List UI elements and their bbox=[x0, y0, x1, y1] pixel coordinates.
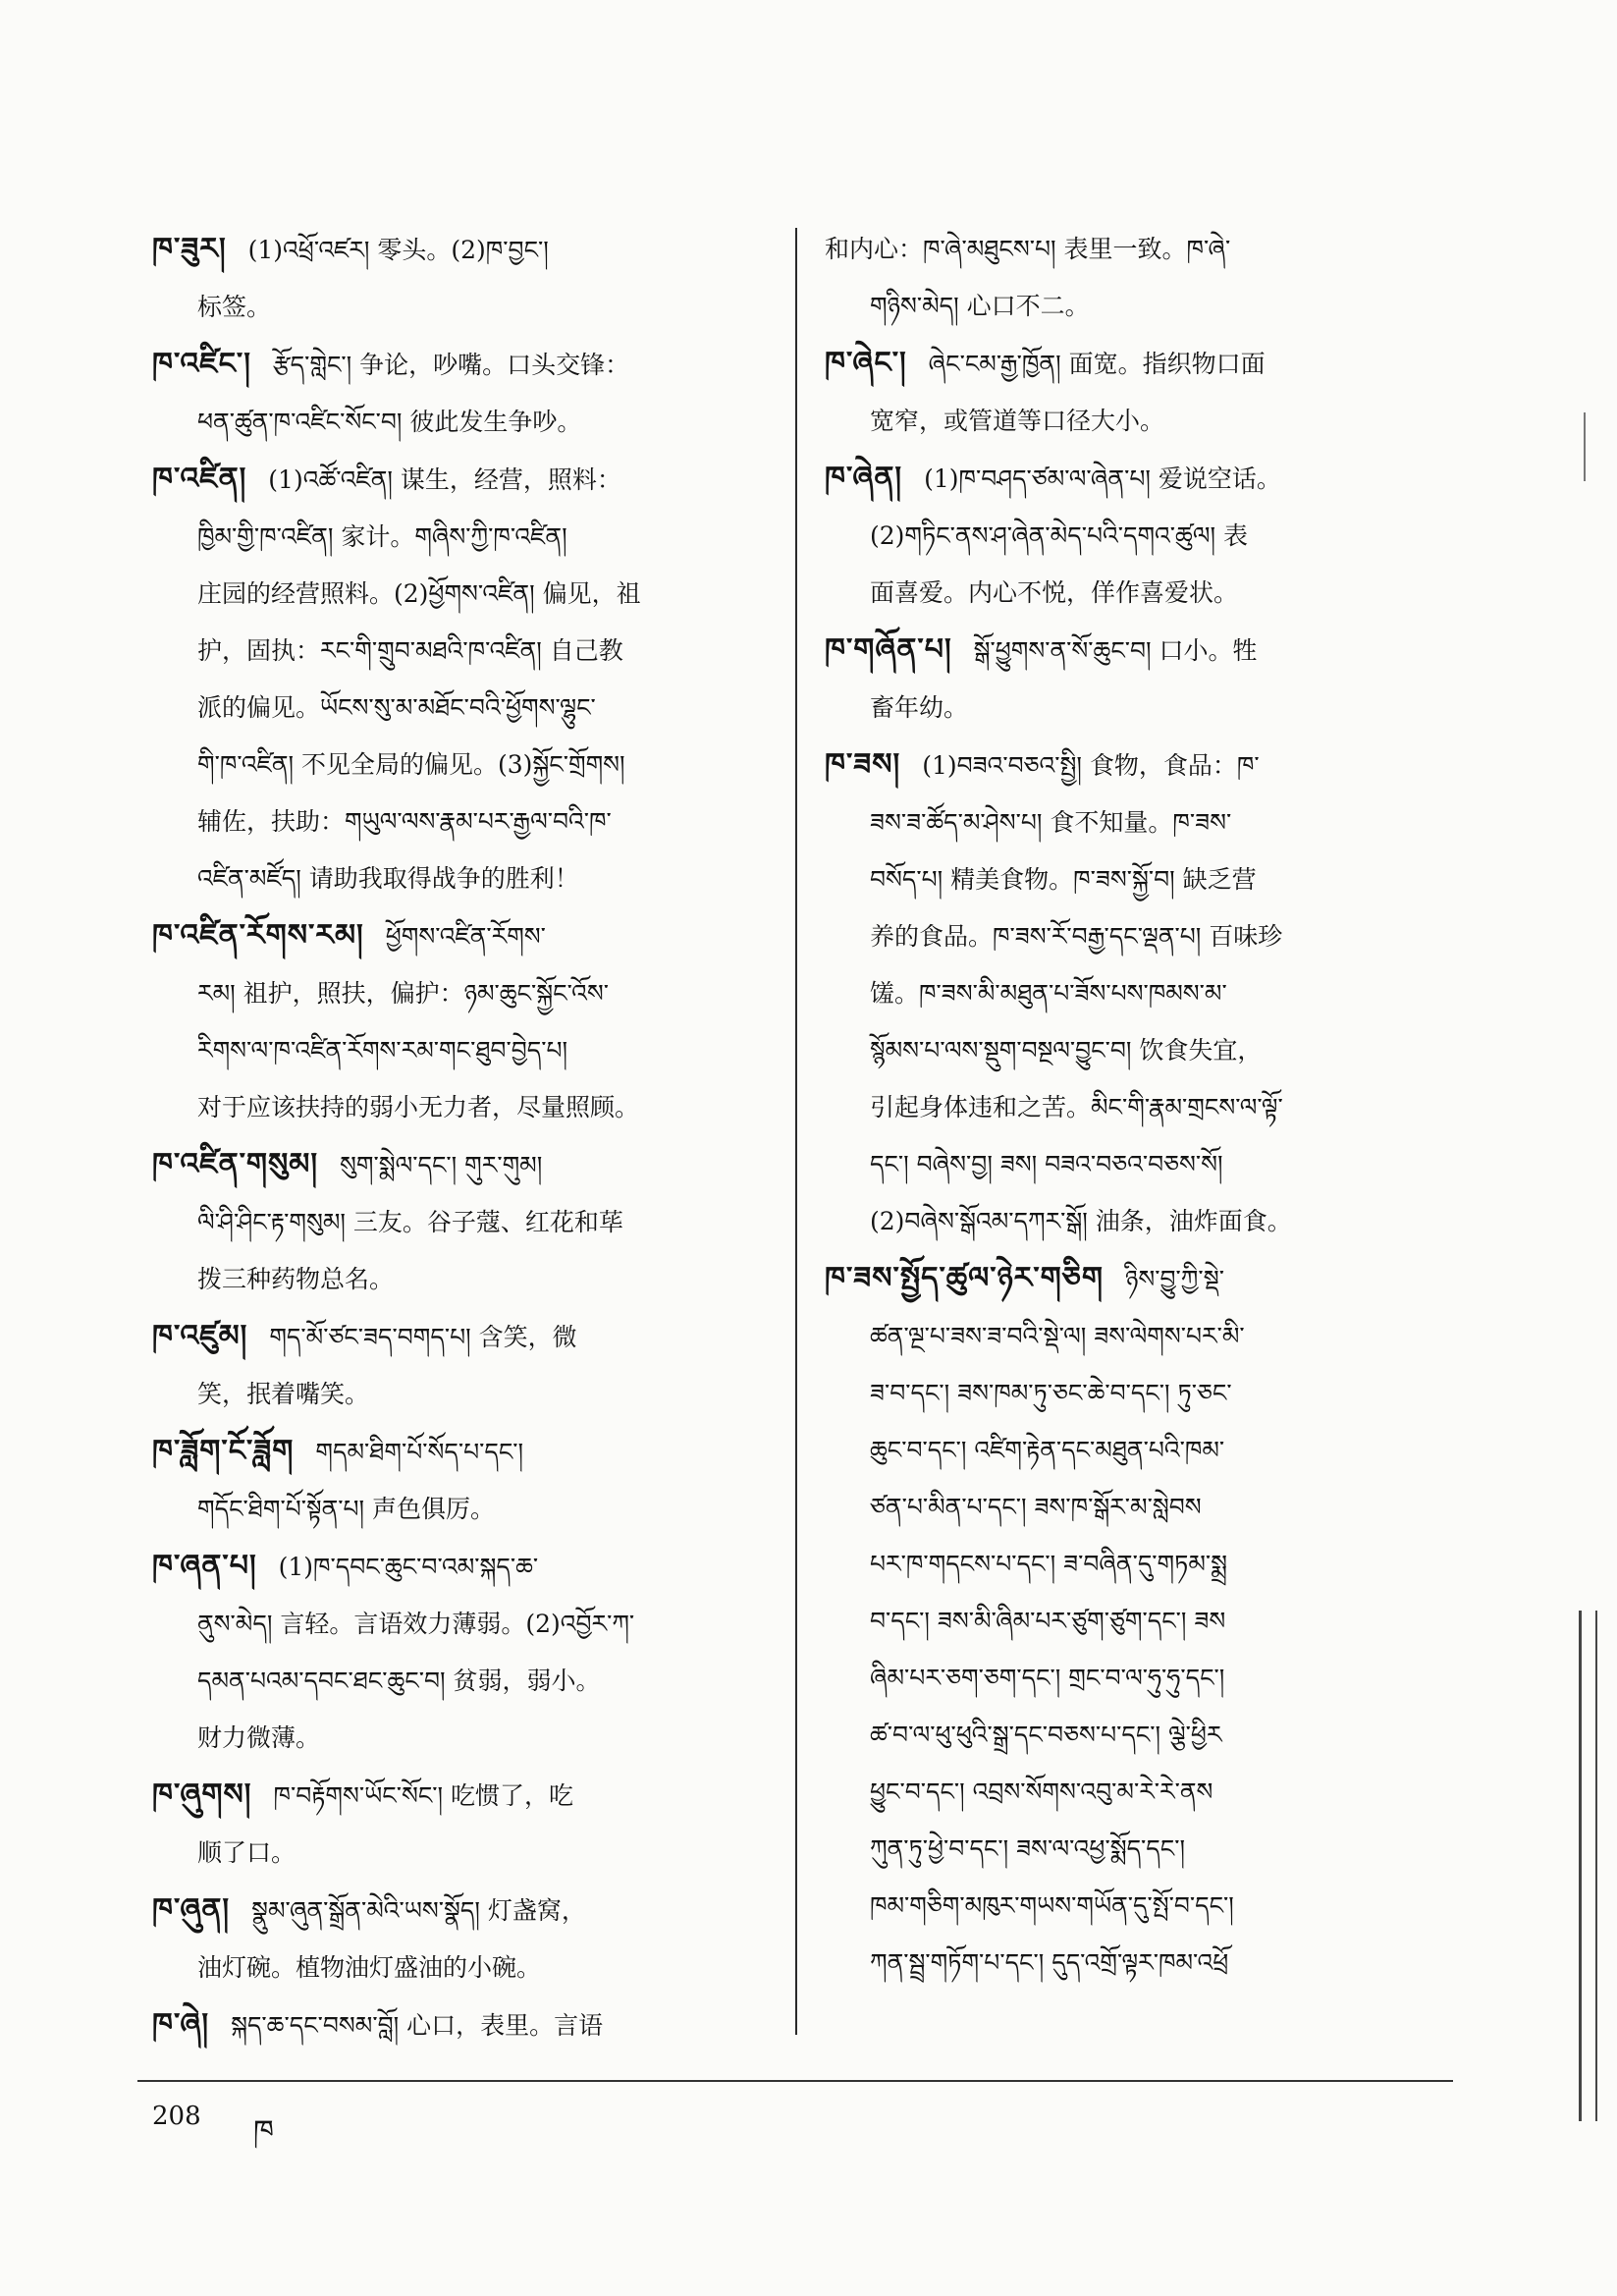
left-column bbox=[152, 221, 781, 2054]
entry-definition-text: ཟས་ཟ་ཚོད་མ་ཤེས་པ། 食不知量。ཁ་ཟས་ bbox=[870, 808, 1232, 837]
entry-continuation-line bbox=[825, 1821, 1473, 1878]
entry-definition-text: སྣུམ་ཞུན་སྒྲོན་མེའི་ཡས་སྣོད། 灯盏窝， bbox=[251, 1896, 586, 1925]
entry-definition-text: ཞེང་ངམ་རྒྱ་ཁྱོན། 面宽。指织物口面 bbox=[928, 350, 1266, 378]
dictionary-entry bbox=[825, 221, 1473, 335]
entry-definition-text: 面喜爱。内心不悦，佯作喜爱状。 bbox=[870, 578, 1239, 607]
entry-continuation-line bbox=[825, 278, 1473, 335]
entry-definition-text: ཁྱིམ་གྱི་ཁ་འཛིན། 家计。གཞིས་ཀྱི་ཁ་འཛིན། bbox=[197, 522, 567, 551]
entry-definition-text: 庄园的经营照料。(2)ཕྱོགས་འཛིན། 偏见，祖 bbox=[197, 579, 641, 608]
entry-continuation-line bbox=[825, 794, 1473, 851]
entry-continuation-line bbox=[152, 1194, 781, 1251]
entry-definition-text: ནུས་མེད། 言轻。言语效力薄弱。(2)འབྱོར་ཀ་ bbox=[197, 1610, 635, 1638]
dictionary-entry bbox=[152, 1538, 781, 1767]
entry-definition-text: འཛིན་མཛོད། 请助我取得战争的胜利！ bbox=[197, 864, 579, 893]
entry-continuation-line bbox=[825, 393, 1473, 450]
entry-definition-text: 辅佐，扶助：གཡུལ་ལས་རྣམ་པར་རྒྱལ་བའི་ཁ་ bbox=[197, 807, 612, 836]
entry-definition-text: སྙོམས་པ་ལས་སྡུག་བསྔལ་བྱུང་བ། 饮食失宜， bbox=[870, 1036, 1263, 1065]
entry-headword: ཁ་འཛིན། bbox=[152, 462, 247, 496]
dictionary-entry bbox=[825, 737, 1473, 1250]
entry-continuation-line bbox=[825, 1707, 1473, 1764]
entry-headword: ཁ་ཞེན། bbox=[825, 461, 903, 495]
entry-definition-text: དམན་པའམ་དབང་ཐང་ཆུང་བ། 贫弱，弱小。 bbox=[197, 1667, 601, 1695]
entry-continuation-line bbox=[152, 1481, 781, 1538]
entry-definition-text: 畜年幼。 bbox=[870, 693, 969, 722]
entry-definition-text: ཕྱོགས་འཛིན་རོགས་ bbox=[385, 922, 546, 951]
entry-definition-text: (1)འཚོ་འཛིན། 谋生，经营，照料： bbox=[268, 465, 621, 494]
entry-first-line bbox=[825, 622, 1473, 680]
thumb-index-mark bbox=[1579, 1611, 1597, 2121]
entry-definition-text: 护，固执：རང་གི་གྲུབ་མཐའི་ཁ་འཛིན། 自己教 bbox=[197, 636, 623, 665]
entry-definition-text: བསོད་པ། 精美食物。ཁ་ཟས་སྐྱོ་བ། 缺乏营 bbox=[870, 865, 1257, 894]
entry-continuation-line bbox=[152, 965, 781, 1022]
entry-definition-text: ཚན་ལྔ་པ་ཟས་ཟ་བའི་སྡེ་ལ། ཟས་ལེགས་པར་མི་ bbox=[870, 1322, 1245, 1350]
entry-definition-text: ཞིམ་པར་ཅག་ཅག་དང་། གྲང་བ་ལ་ཧུ་ཧུ་དང་། bbox=[870, 1664, 1225, 1692]
entry-headword: ཁ་ཞེ། bbox=[152, 2007, 210, 2042]
entry-definition-text: རྩོད་གླེང་། 争论，吵嘴。口头交锋： bbox=[272, 351, 630, 379]
entry-continuation-line bbox=[825, 1422, 1473, 1479]
entry-definition-text: 财力微薄。 bbox=[197, 1723, 321, 1752]
entry-continuation-line bbox=[825, 1479, 1473, 1536]
column-divider bbox=[795, 228, 797, 2035]
dictionary-entry bbox=[152, 907, 781, 1136]
entry-headword: ཁ་ཞན་པ། bbox=[152, 1549, 257, 1583]
entry-continuation-line bbox=[152, 1079, 781, 1136]
entry-first-line bbox=[825, 450, 1473, 508]
entry-definition-text: 派的偏见。ཡོངས་སུ་མ་མཐོང་བའི་ཕྱོགས་ལྷུང་ bbox=[197, 693, 596, 722]
entry-headword: ཁ་འཛུམ། bbox=[152, 1319, 248, 1353]
right-column bbox=[825, 221, 1473, 1992]
entry-definition-text: ཙན་པ་མིན་པ་དང་། ཟས་ཁ་སྒོར་མ་སླེབས bbox=[870, 1493, 1202, 1521]
entry-definition-text: རམ། 祖护，照扶，偏护：ཉམ་ཆུང་སྐྱོང་འོས་ bbox=[197, 979, 609, 1008]
entry-continuation-line bbox=[152, 1710, 781, 1767]
entry-definition-text: དང་། བཞེས་བྱ། ཟས། བཟའ་བཅའ་བཅས་སོ། bbox=[870, 1150, 1223, 1178]
entry-headword: ཁ་འཛིན་རོགས་རམ། bbox=[152, 918, 364, 953]
entry-first-line bbox=[152, 1423, 781, 1481]
entry-first-line bbox=[825, 221, 1473, 278]
entry-definition-text: 养的食品。ཁ་ཟས་རོ་བརྒྱ་དང་ལྡན་པ། 百味珍 bbox=[870, 922, 1283, 951]
entry-headword: ཁ་ཟུར། bbox=[152, 232, 227, 266]
entry-continuation-line bbox=[825, 851, 1473, 908]
entry-headword: ཁ་གཞོན་པ། bbox=[825, 632, 952, 667]
entry-continuation-line bbox=[825, 565, 1473, 622]
entry-continuation-line bbox=[152, 394, 781, 451]
entry-definition-text: 对于应该扶持的弱小无力者，尽量照顾。 bbox=[197, 1093, 640, 1121]
entry-headword: ཁ་ཞེང་། bbox=[825, 346, 907, 380]
entry-continuation-line bbox=[825, 1935, 1473, 1992]
entry-definition-text: (2)གཏིང་ནས་ཤ་ཞེན་མེད་པའི་དགའ་ཚུལ། 表 bbox=[870, 521, 1248, 550]
entry-continuation-line bbox=[152, 793, 781, 850]
entry-definition-text: 顺了口。 bbox=[197, 1838, 296, 1867]
entry-first-line bbox=[152, 451, 781, 509]
entry-continuation-line bbox=[825, 1365, 1473, 1422]
footer-rule bbox=[137, 2080, 1453, 2082]
entry-continuation-line bbox=[152, 850, 781, 907]
entry-definition-text: སྒོ་ཕྱུགས་ན་སོ་ཆུང་བ། 口小。牲 bbox=[973, 636, 1258, 665]
entry-first-line bbox=[152, 1308, 781, 1366]
entry-continuation-line bbox=[152, 1251, 781, 1308]
dictionary-entry bbox=[152, 336, 781, 451]
dictionary-entry bbox=[152, 451, 781, 907]
entry-definition-text: 笑，抿着嘴笑。 bbox=[197, 1380, 370, 1408]
entry-continuation-line bbox=[825, 1764, 1473, 1821]
entry-definition-text: གདམ་ཐིག་པོ་སོད་པ་དང་། bbox=[315, 1438, 524, 1466]
dictionary-entry bbox=[825, 335, 1473, 450]
entry-definition-text: ཚ་བ་ལ་ཕུ་ཕུའི་སྒྲ་དང་བཅས་པ་དང་། ལྕེ་ཕྱིར bbox=[870, 1721, 1222, 1749]
entry-first-line bbox=[152, 1538, 781, 1596]
entry-definition-text: ཕྱུང་བ་དང་། འབྲས་སོགས་འབུ་མ་རེ་རེ་ནས bbox=[870, 1777, 1213, 1806]
entry-first-line bbox=[825, 737, 1473, 794]
entry-definition-text: (1)ཁ་བཤད་ཙམ་ལ་ཞེན་པ། 爱说空话。 bbox=[924, 465, 1281, 493]
entry-headword: ཁ་ཞུགས། bbox=[152, 1777, 252, 1812]
dictionary-entry bbox=[152, 1767, 781, 1882]
entry-definition-text: གདོང་ཐིག་པོ་སྟོན་པ། 声色俱厉。 bbox=[197, 1495, 496, 1523]
entry-continuation-line bbox=[152, 509, 781, 566]
edge-mark bbox=[1584, 412, 1595, 481]
entry-continuation-line bbox=[825, 1022, 1473, 1079]
entry-first-line bbox=[152, 1882, 781, 1940]
entry-definition-text: གད་མོ་ཙང་ཟད་བགད་པ། 含笑，微 bbox=[269, 1323, 577, 1351]
entry-continuation-line bbox=[152, 566, 781, 623]
entry-definition-text: 馐。ཁ་ཟས་མི་མཐུན་པ་ཟོས་པས་ཁམས་མ་ bbox=[870, 979, 1227, 1008]
entry-definition-text: (1)འཕྲོ་འཛར། 零头。(2)ཁ་བྱང་། bbox=[247, 236, 549, 264]
entry-definition-text: ཁམ་གཅིག་མཁུར་གཡས་གཡོན་དུ་སྤོ་བ་དང་། bbox=[870, 1891, 1234, 1920]
entry-continuation-line bbox=[825, 680, 1473, 737]
entry-definition-text: རིགས་ལ་ཁ་འཛིན་རོགས་རམ་གང་ཐུབ་བྱེད་པ། bbox=[197, 1036, 568, 1065]
entry-definition-text: 油灯碗。植物油灯盛油的小碗。 bbox=[197, 1953, 542, 1982]
entry-definition-text: (1)བཟའ་བཅའ་སྤྱི། 食物，食品：ཁ་ bbox=[922, 751, 1260, 780]
entry-continuation-line bbox=[825, 1136, 1473, 1193]
page-number: 208 bbox=[152, 2102, 201, 2131]
entry-definition-text: 宽窄，或管道等口径大小。 bbox=[870, 407, 1165, 435]
entry-definition-text: 引起身体违和之苦。མིང་གི་རྣམ་གྲངས་ལ་ལྟོ་ bbox=[870, 1093, 1283, 1121]
entry-continuation-line bbox=[152, 1366, 781, 1423]
dictionary-entry bbox=[152, 1136, 781, 1308]
entry-headword: ཁ་འཛིན་གསུམ། bbox=[152, 1147, 318, 1181]
entry-continuation-line bbox=[152, 623, 781, 680]
entry-continuation-line bbox=[152, 680, 781, 737]
entry-continuation-line bbox=[152, 1825, 781, 1882]
entry-definition-text: སུག་སྨེལ་དང་། གུར་གུམ། bbox=[340, 1151, 543, 1179]
entry-continuation-line bbox=[825, 1308, 1473, 1365]
dictionary-entry bbox=[152, 1882, 781, 1996]
entry-definition-text: ཁ་བརྟོགས་ཡོང་སོང་། 吃惯了，吃 bbox=[273, 1781, 573, 1810]
entry-first-line bbox=[152, 907, 781, 965]
dictionary-entry bbox=[152, 221, 781, 336]
entry-definition-text: (2)བཞེས་སྒོའམ་དཀར་སྒོ། 油条，油炸面食。 bbox=[870, 1207, 1292, 1235]
entry-headword: ཁ་ཞུན། bbox=[152, 1892, 231, 1927]
entry-continuation-line bbox=[825, 1650, 1473, 1707]
dictionary-entry bbox=[152, 1996, 781, 2054]
entry-first-line bbox=[152, 1767, 781, 1825]
entry-definition-text: ལི་ཤི་ཤིང་རྟ་གསུམ། 三友。谷子蔻、红花和荜 bbox=[197, 1208, 623, 1236]
entry-definition-text: སྐད་ཆ་དང་བསམ་བློ། 心口，表里。言语 bbox=[231, 2011, 604, 2040]
entry-continuation-line bbox=[825, 1536, 1473, 1593]
dictionary-entry bbox=[825, 450, 1473, 622]
entry-continuation-line bbox=[825, 1193, 1473, 1250]
entry-definition-text: ཆུང་བ་དང་། འཛིག་རྟེན་དང་མཐུན་པའི་ཁམ་ bbox=[870, 1436, 1225, 1464]
entry-definition-text: 和内心：ཁ་ཞེ་མཐུངས་པ། 表里一致。ཁ་ཞེ་ bbox=[825, 235, 1231, 263]
entry-continuation-line bbox=[152, 1022, 781, 1079]
entry-definition-text: པར་ཁ་གདངས་པ་དང་། ཟ་བཞིན་དུ་གཏམ་སྨྲ bbox=[870, 1550, 1228, 1578]
entry-definition-text: 拨三种药物总名。 bbox=[197, 1265, 395, 1293]
entry-headword: ཁ་འཛིང་། bbox=[152, 347, 251, 381]
dictionary-entry bbox=[152, 1308, 781, 1423]
dictionary-entry bbox=[825, 622, 1473, 737]
entry-continuation-line bbox=[152, 737, 781, 793]
entry-definition-text: གཉིས་མེད། 心口不二。 bbox=[870, 292, 1090, 320]
entry-first-line bbox=[152, 221, 781, 279]
entry-definition-text: ཀུན་ཏུ་ཕྱེ་བ་དང་། ཟས་ལ་འཕྱ་སྨོད་དང་། bbox=[870, 1834, 1185, 1863]
dictionary-entry bbox=[152, 1423, 781, 1538]
entry-definition-text: གི་ཁ་འཛིན། 不见全局的偏见。(3)སྐྱོང་གྲོགས། bbox=[197, 750, 625, 779]
entry-continuation-line bbox=[825, 1878, 1473, 1935]
entry-continuation-line bbox=[825, 908, 1473, 965]
entry-definition-text: ཟ་བ་དང་། ཟས་ཁམ་ཏུ་ཅང་ཆེ་བ་དང་། ཏུ་ཅང་ bbox=[870, 1379, 1232, 1407]
entry-definition-text: བ་དང་། ཟས་མི་ཞིམ་པར་ཙུག་ཙུག་དང་། ཟས bbox=[870, 1607, 1226, 1635]
entry-definition-text: ཀན་སྦྲ་གཏོག་པ་དང་། དུད་འགྲོ་ལྟར་ཁམ་འཕྲོ bbox=[870, 1948, 1229, 1977]
entry-continuation-line bbox=[825, 508, 1473, 565]
entry-first-line bbox=[152, 1136, 781, 1194]
entry-continuation-line bbox=[825, 965, 1473, 1022]
entry-definition-text: ཕན་ཚུན་ཁ་འཛིང་སོང་བ། 彼此发生争吵。 bbox=[197, 408, 582, 436]
entry-headword: ཁ་ཟློག་ངོ་ཟློག bbox=[152, 1434, 295, 1468]
entry-continuation-line bbox=[152, 279, 781, 336]
entry-first-line bbox=[152, 336, 781, 394]
entry-continuation-line bbox=[825, 1079, 1473, 1136]
dictionary-entry bbox=[825, 1250, 1473, 1992]
entry-continuation-line bbox=[152, 1596, 781, 1653]
running-head: ཁ bbox=[253, 2114, 274, 2149]
entry-headword: ཁ་ཟས་སྤྱོད་ཚུལ་ཉེར་གཅིག bbox=[825, 1261, 1104, 1295]
entry-definition-text: (1)ཁ་དབང་ཆུང་བ་འམ་སྐད་ཆ་ bbox=[278, 1553, 539, 1581]
entry-first-line bbox=[825, 335, 1473, 393]
entry-continuation-line bbox=[825, 1593, 1473, 1650]
entry-first-line bbox=[152, 1996, 781, 2054]
entry-continuation-line bbox=[152, 1940, 781, 1996]
entry-definition-text: ཉིས་བྱུ་ཀྱི་སྡེ་ bbox=[1124, 1265, 1224, 1293]
entry-continuation-line bbox=[152, 1653, 781, 1710]
entry-first-line bbox=[825, 1250, 1473, 1308]
entry-definition-text: 标签。 bbox=[197, 293, 272, 321]
entry-headword: ཁ་ཟས། bbox=[825, 747, 901, 782]
